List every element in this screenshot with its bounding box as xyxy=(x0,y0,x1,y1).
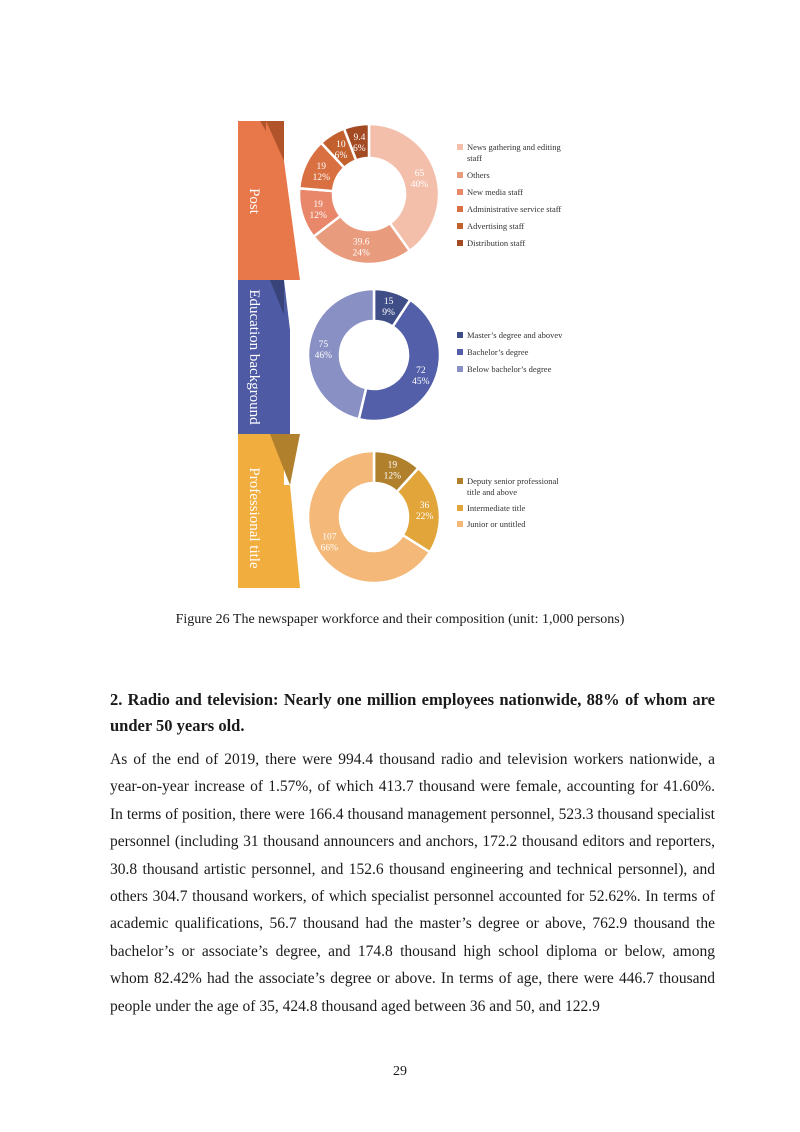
post-band xyxy=(238,121,300,280)
slice-value-label: 72 xyxy=(416,366,426,377)
legend-swatch xyxy=(457,223,463,229)
professional-band xyxy=(238,434,300,588)
slice-percent-label: 45% xyxy=(412,377,430,388)
legend-swatch xyxy=(457,521,463,527)
legend-swatch xyxy=(457,505,463,511)
slice-value-label: 36 xyxy=(419,501,430,512)
slice-percent-label: 66% xyxy=(320,543,339,554)
legend-label: Advertising staff xyxy=(467,221,525,231)
legend-label: Junior or untitled xyxy=(467,519,526,529)
slice-value-label: 75 xyxy=(318,340,329,351)
legend-label: Master’s degree and abovev xyxy=(467,330,563,340)
legend-label: Below bachelor’s degree xyxy=(467,364,552,374)
legend-swatch xyxy=(457,172,463,178)
slice-value-label: 15 xyxy=(383,297,394,308)
slice-value-label: 10 xyxy=(336,140,346,151)
legend-label: Others xyxy=(467,170,490,180)
slice-percent-label: 12% xyxy=(309,211,327,222)
post-band-label: Post xyxy=(246,188,262,214)
slice-percent-label: 40% xyxy=(410,179,429,190)
legend-swatch xyxy=(457,349,463,355)
slice-percent-label: 46% xyxy=(314,351,333,362)
legend-swatch xyxy=(457,206,463,212)
slice-percent-label: 6% xyxy=(353,143,366,154)
figure-caption: Figure 26 The newspaper workforce and their composition (unit: 1,000 persons) xyxy=(175,612,625,627)
donut-chart-1 xyxy=(308,289,563,421)
section-heading: 2. Radio and television: Nearly one million employees nationwide, 88% of whom are under 50 years old. xyxy=(110,690,715,735)
professional-band-label: Professional title xyxy=(246,467,262,569)
donut-charts xyxy=(299,124,563,583)
education-band xyxy=(238,280,300,434)
legend-swatch xyxy=(457,366,463,372)
slice-value-label: 19 xyxy=(313,200,323,211)
legend-label: title and above xyxy=(467,487,518,497)
legend-swatch xyxy=(457,189,463,195)
legend-swatch xyxy=(457,144,463,150)
legend-swatch xyxy=(457,478,463,484)
slice-percent-label: 24% xyxy=(352,248,370,259)
slice-value-label: 65 xyxy=(414,168,425,179)
legend-label: New media staff xyxy=(467,187,524,197)
legend-label: Distribution staff xyxy=(467,238,526,248)
slice-percent-label: 12% xyxy=(312,172,330,183)
legend-swatch xyxy=(457,332,463,338)
slice-value-label: 19 xyxy=(387,460,398,471)
legend-label: Administrative service staff xyxy=(467,204,562,214)
slice-percent-label: 12% xyxy=(383,471,402,482)
legend-label: Deputy senior professional xyxy=(467,476,559,486)
slice-value-label: 39.6 xyxy=(352,237,370,248)
section-paragraph: As of the end of 2019, there were 994.4 thousand radio and television workers nationwide, a year-on-year increase of 1.57%, of which 413.7 thousand were female, accounting for 41.60%. In terms of position, there were 166.4 thousand management personnel, 523.3 thousand specialist personnel (including 31 thousand announcers and anchors, 172.2 thousand editors and reporters, 30.8 thousand artistic personnel, and 152.6 thousand engineering and technical personnel), and others 304.7 thousand workers, of which specialist personnel accounted for 52.62%. In terms of academic qualifications, 56.7 thousand had the master’s degree or above, 762.9 thousand the bachelor’s or associate’s degree, and 174.8 thousand high school diploma or below, among whom 82.42% had the associate’s degree or above. In terms of age, there were 446.7 thousand people under the age of 35, 424.8 thousand aged between 36 and 50, and 122.9 xyxy=(110,751,715,1015)
slice-value-label: 107 xyxy=(322,532,337,543)
slice-value-label: 19 xyxy=(316,161,327,172)
slice-percent-label: 6% xyxy=(334,151,348,162)
page-number: 29 xyxy=(393,1064,407,1079)
legend-label: News gathering and editing xyxy=(467,142,561,152)
legend-label: Bachelor’s degree xyxy=(467,347,529,357)
donut-chart-0 xyxy=(299,124,561,264)
education-band-label: Education background xyxy=(246,289,262,425)
slice-value-label: 9.4 xyxy=(353,132,366,143)
donut-chart-2 xyxy=(308,451,559,583)
legend-label: Intermediate title xyxy=(467,503,526,513)
legend-swatch xyxy=(457,240,463,246)
slice-percent-label: 22% xyxy=(415,512,434,523)
slice-percent-label: 9% xyxy=(382,308,395,319)
legend-label: staff xyxy=(467,153,482,163)
